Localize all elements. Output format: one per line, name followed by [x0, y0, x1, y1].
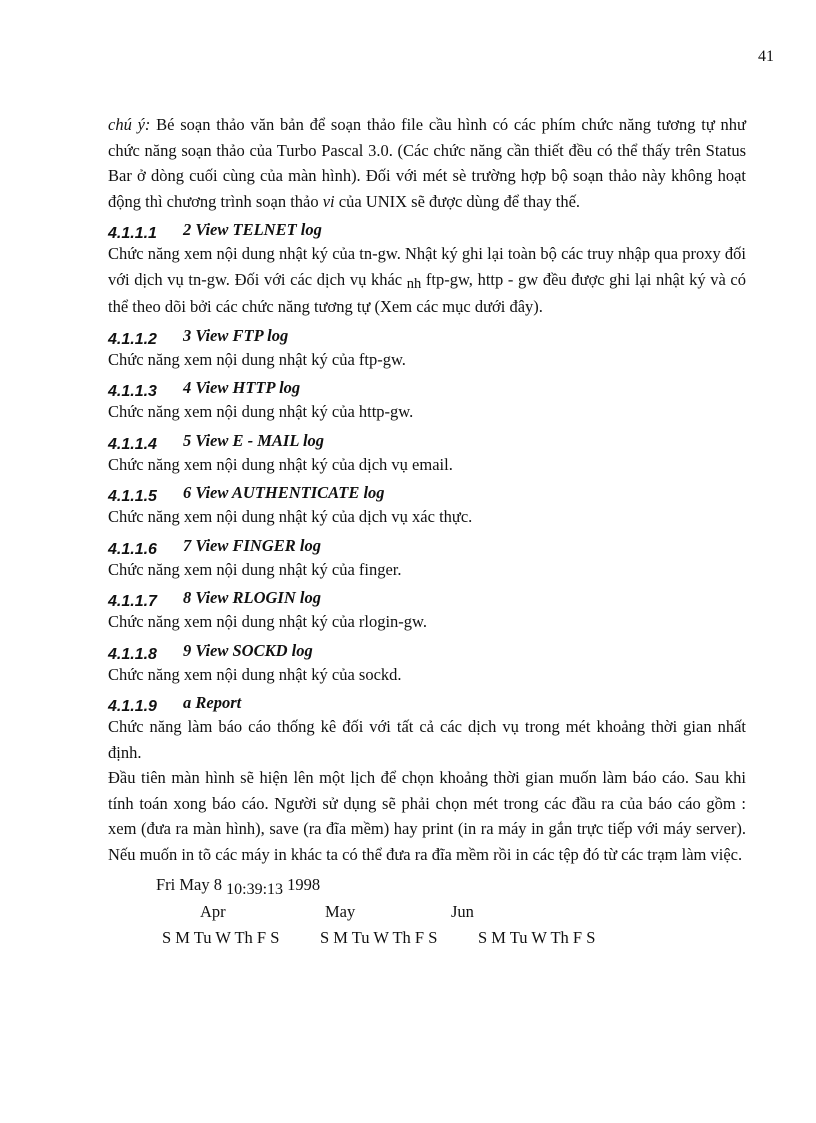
- note-vi: vi: [322, 191, 335, 211]
- note-lead: chú ý:: [108, 115, 151, 134]
- section-title: 9 View SOCKD log: [183, 640, 313, 660]
- section-heading: [108, 324, 746, 347]
- section-heading: [108, 481, 746, 504]
- page-number: 41: [758, 48, 774, 65]
- calendar-months: [108, 899, 746, 925]
- section-number: 4.1.1.3: [108, 383, 157, 400]
- calendar-weekdays: [108, 925, 746, 951]
- section-body: Chức năng xem nội dung nhật ký của http-gw.: [108, 402, 414, 421]
- section-number: 4.1.1.7: [108, 593, 157, 610]
- section-heading: [108, 429, 746, 452]
- section-body: Chức năng xem nội dung nhật ký của dịch vụ xác thực.: [108, 507, 473, 526]
- calendar-year: 1998: [283, 875, 321, 894]
- note-paragraph: [108, 112, 746, 214]
- section-body-sub: nh: [406, 275, 422, 292]
- note-text-1: Bé soạn thảo văn bản để soạn thảo file cầu hình có các phím chức năng tương tự như chức năng soạn thảo của Turbo Pascal 3.0. (Các chức năng cần thiết đều có thể thấy trên Status Bar ở dòng cuối cùng của màn hình). Đối với mét sè trường hợp bộ soạn thảo này không hoạt động thì chương trình soạn thảo: [108, 115, 746, 211]
- section-title: 2 View TELNET log: [183, 220, 322, 239]
- section-heading: [108, 376, 746, 399]
- section-title: 5 View E - MAIL log: [183, 430, 325, 450]
- calendar: [108, 872, 746, 951]
- section-heading: [108, 218, 746, 241]
- section-number: 4.1.1.2: [108, 330, 157, 348]
- section-body: Chức năng xem nội dung nhật ký của dịch vụ email.: [108, 454, 453, 474]
- calendar-month: May: [325, 902, 356, 921]
- section-body: Chức năng làm báo cáo thống kê đối với tất cả các dịch vụ trong mét khoảng thời gian nhất định.: [108, 717, 746, 762]
- section-title: 4 View HTTP log: [183, 378, 301, 397]
- section-body: Chức năng xem nội dung nhật ký của ftp-gw.: [108, 349, 406, 369]
- section-body: Chức năng xem nội dung nhật ký của sockd.: [108, 664, 402, 684]
- section-body: Chức năng xem nội dung nhật ký của finger.: [108, 559, 402, 579]
- section-body: [108, 241, 746, 320]
- section-title: a Report: [183, 693, 242, 712]
- section-heading: [108, 586, 746, 609]
- section-number: 4.1.1.9: [108, 698, 157, 715]
- note-text-2: của UNIX sẽ được dùng để thay thế.: [334, 191, 581, 211]
- section-body-text: Chức năng xem nội dung nhật ký của tn-gw. Nhật ký ghi lại toàn bộ các truy nhập qua proxy đối với dịch vụ tn-gw. Đối với các dịch vụ khác: [108, 244, 746, 289]
- calendar-month: Apr: [200, 902, 226, 921]
- calendar-time: 10:39:13: [226, 881, 284, 898]
- calendar-weekday-row: S M Tu W Th F S: [478, 928, 596, 947]
- section-number: 4.1.1.6: [108, 540, 157, 558]
- calendar-weekday-row: S M Tu W Th F S: [320, 928, 438, 947]
- section-title: 6 View AUTHENTICATE log: [183, 483, 385, 502]
- section-heading: [108, 691, 746, 714]
- section-number: 4.1.1.8: [108, 645, 157, 663]
- section-body: Chức năng xem nội dung nhật ký của rlogin-gw.: [108, 612, 428, 631]
- section-title: 7 View FINGER log: [183, 535, 321, 555]
- section-number: 4.1.1.5: [108, 488, 157, 505]
- section-title: 8 View RLOGIN log: [183, 588, 321, 607]
- section-heading: [108, 534, 746, 557]
- section-body-text: ftp-gw, http - gw đều được ghi lại nhật ký và có thể theo dõi bởi các chức năng tương tự (Xem các mục dưới đây).: [108, 269, 746, 316]
- section-title: 3 View FTP log: [183, 325, 289, 345]
- calendar-weekday-row: S M Tu W Th F S: [162, 928, 280, 947]
- calendar-date-text: Fri May 8: [156, 875, 227, 894]
- calendar-month: Jun: [451, 902, 474, 921]
- section-body: Đầu tiên màn hình sẽ hiện lên một lịch để chọn khoảng thời gian muốn làm báo cáo. Sau khi tính toán xong báo cáo. Người sử dụng sẽ phải chọn mét trong các đầu ra của báo cáo gồm : xem (đưa ra màn hình), save (ra đĩa mềm) hay print (in ra máy in gắn trực tiếp với máy server). Nếu muốn in tõ các máy in khác ta có thể đưa ra đĩa mềm rồi in các tệp đó từ các trạm làm việc.: [108, 768, 746, 864]
- section-heading: [108, 639, 746, 662]
- document-body: [108, 112, 746, 951]
- section-number: 4.1.1.4: [108, 435, 157, 453]
- section-number: 4.1.1.1: [108, 225, 157, 242]
- calendar-date: [108, 872, 746, 899]
